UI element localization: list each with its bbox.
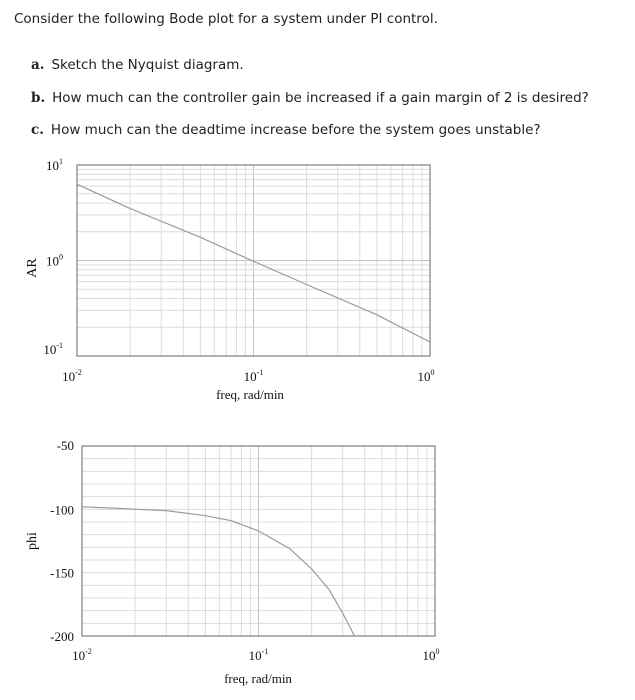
question-text: How much can the controller gain be increased if a gain margin of 2 is desired? <box>52 90 589 106</box>
ar-xtick-labels <box>62 368 434 384</box>
phi-xtick-label: $10^{-2}$ <box>72 647 92 663</box>
ar-xtick-label: $10^0$ <box>417 368 435 384</box>
ar-xtick-label: $10^{-1}$ <box>243 368 264 384</box>
ar-ytick-label: $10^{-1}$ <box>43 341 63 357</box>
phi-xtick-label: $10^{-1}$ <box>248 647 269 663</box>
phi-ytick-label: -50 <box>56 438 74 453</box>
question-letter: a. <box>31 57 45 73</box>
phi-ytick-label: -150 <box>50 565 74 581</box>
ar-ytick-labels <box>43 157 63 357</box>
phi-xlabel: freq, rad/min <box>224 671 292 686</box>
question-letter: b. <box>31 90 46 106</box>
question-text: Sketch the Nyquist diagram. <box>51 57 244 73</box>
ar-xlabel: freq, rad/min <box>216 387 284 402</box>
phi-xtick-label: $10^0$ <box>422 647 440 663</box>
question-text: How much can the deadtime increase before the system goes unstable? <box>50 122 541 138</box>
phi-ytick-label: -200 <box>50 629 74 644</box>
ar-ylabel: AR <box>25 258 40 278</box>
phi-ytick-label: -100 <box>50 502 74 518</box>
problem-intro: Consider the following Bode plot for a system under PI control. <box>14 11 438 27</box>
ar-xtick-label: $10^{-2}$ <box>62 368 82 384</box>
phi-series-line <box>82 507 355 636</box>
phi-ytick-labels <box>50 438 74 644</box>
phi-grid <box>82 446 435 636</box>
ar-grid <box>77 165 430 356</box>
ar-ytick-label: $10^1$ <box>46 157 63 173</box>
phi-ylabel: phi <box>25 532 40 550</box>
phi-xtick-labels <box>72 647 439 663</box>
ar-ytick-label: $10^0$ <box>46 252 63 269</box>
question-letter: c. <box>31 122 44 138</box>
